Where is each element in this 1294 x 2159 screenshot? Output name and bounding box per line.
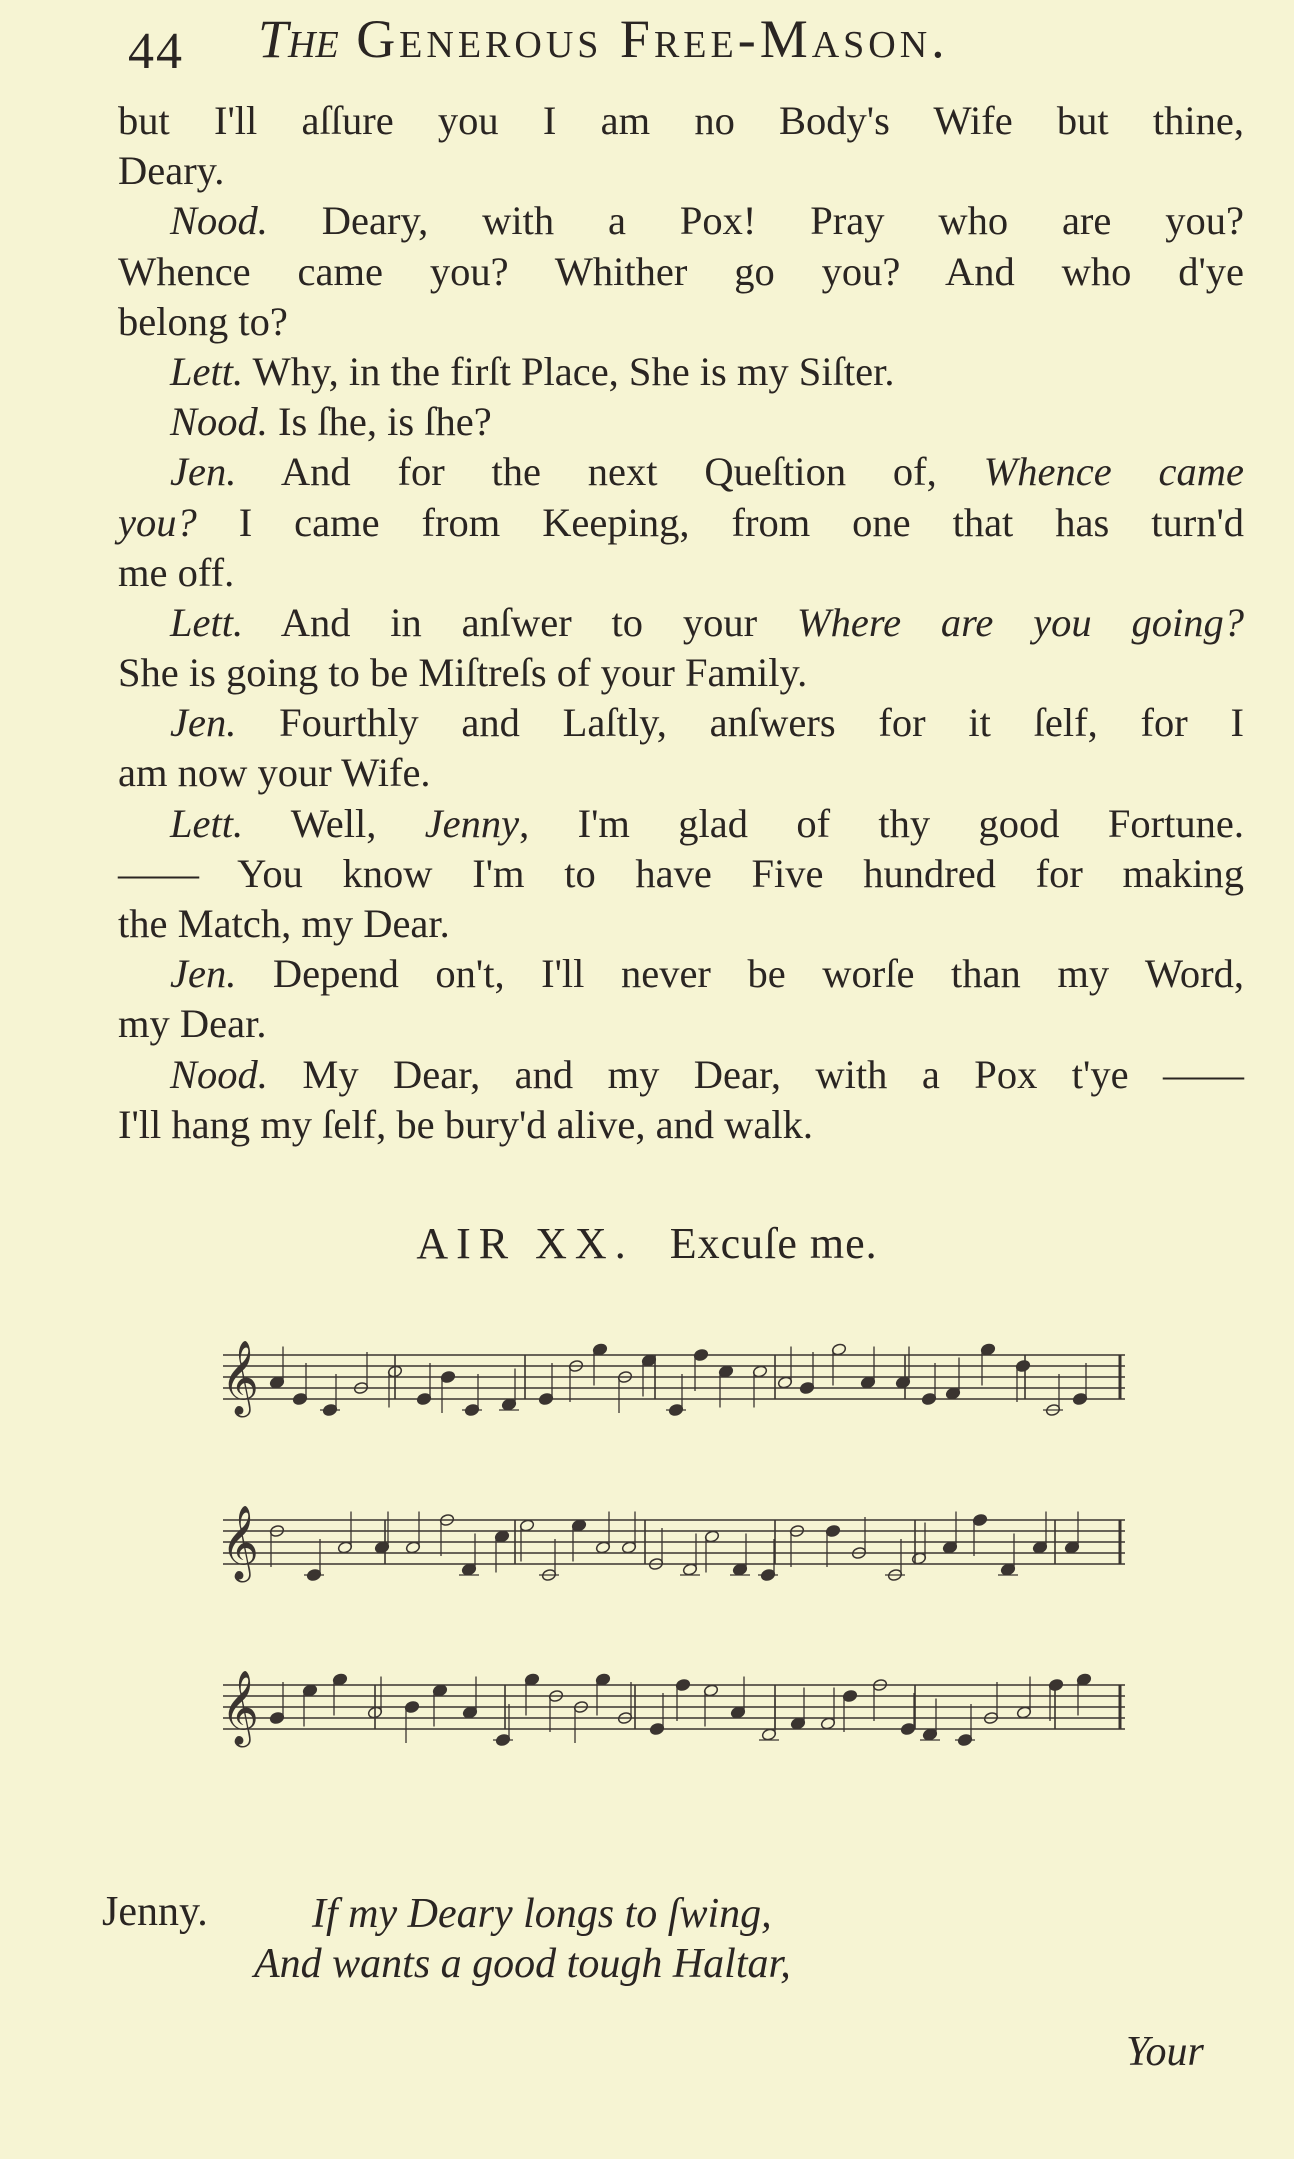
speaker-name: Nood.	[170, 1051, 268, 1097]
page-number: 44	[128, 23, 184, 80]
text-run: I'll hang my ſelf, be bury'd alive, and walk.	[118, 1101, 814, 1147]
text-run: And in anſwer to your	[243, 599, 797, 645]
text-line	[118, 1050, 1244, 1100]
running-title-main: Generous Free-Mason.	[356, 9, 949, 69]
text-run: me off.	[118, 549, 235, 595]
speaker-name: Jen.	[170, 951, 237, 997]
page-header	[128, 8, 1248, 88]
verse-speaker: Jenny.	[102, 1889, 208, 1935]
text-run: belong to?	[118, 298, 288, 344]
dialogue-text	[118, 96, 1244, 1150]
text-line	[118, 999, 1244, 1049]
text-run: Is ſhe, is ſhe?	[267, 399, 492, 445]
air-number: AIR XX.	[416, 1219, 634, 1268]
speaker-name: Lett.	[170, 348, 244, 394]
text-run: Why, in the firſt Place, She is my Siſter.	[243, 348, 895, 394]
text-line	[118, 146, 1244, 196]
text-line	[118, 96, 1244, 146]
speaker-name: Lett.	[170, 599, 244, 645]
text-line	[118, 748, 1244, 798]
text-line	[118, 548, 1244, 598]
running-title-article: The	[258, 9, 339, 69]
air-tune-name: Excuſe me.	[669, 1219, 878, 1268]
text-run: am now your Wife.	[118, 750, 431, 796]
text-line	[118, 849, 1244, 899]
text-line	[118, 598, 1244, 648]
text-line	[118, 799, 1244, 849]
text-run: Well,	[243, 800, 425, 846]
treble-clef-icon: 𝄞	[221, 1341, 259, 1415]
text-line	[118, 196, 1244, 246]
treble-clef-icon: 𝄞	[221, 1506, 259, 1580]
text-run: but I'll aſſure you I am no Body's Wife but thine,	[118, 98, 1244, 143]
text-line	[118, 1100, 1244, 1150]
running-title	[258, 8, 949, 70]
speaker-name: Jen.	[170, 700, 237, 746]
text-run: Fourthly and Laſtly, anſwers for it ſelf, for I	[236, 700, 1244, 746]
italic-phrase: you?	[118, 499, 197, 545]
text-run: —— You know I'm to have Five hundred for making	[118, 850, 1244, 896]
text-line	[118, 698, 1244, 748]
text-run: Depend on't, I'll never be worſe than my Word,	[236, 951, 1244, 997]
text-run: my Dear.	[118, 1001, 267, 1047]
text-line	[118, 648, 1244, 698]
treble-clef-icon: 𝄞	[221, 1671, 259, 1745]
air-heading	[0, 1218, 1294, 1269]
text-line	[118, 447, 1244, 497]
text-line	[118, 297, 1244, 347]
text-line	[118, 899, 1244, 949]
text-run: Whence came you? Whither go you? And who d'ye	[118, 248, 1244, 294]
italic-phrase: Whence came	[983, 449, 1244, 495]
speaker-name: Lett.	[170, 800, 244, 846]
text-line	[118, 498, 1244, 548]
text-line	[118, 397, 1244, 447]
speaker-name: Nood.	[170, 198, 268, 244]
verse-line: If my Deary longs to ſwing,	[312, 1891, 772, 1937]
speaker-name: Nood.	[170, 399, 268, 445]
text-run: Deary.	[118, 148, 225, 194]
italic-phrase: Where are you going?	[796, 599, 1244, 645]
text-run: My Dear, and my Dear, with a Pox t'ye ——	[267, 1051, 1244, 1097]
text-run: She is going to be Miſtreſs of your Family.	[118, 650, 808, 696]
speaker-name: Jen.	[170, 449, 237, 495]
text-run: the Match, my Dear.	[118, 901, 450, 946]
text-run: , I'm glad of thy good Fortune.	[519, 800, 1244, 846]
text-run: And for the next Queſtion of,	[236, 449, 984, 495]
text-line	[118, 347, 1244, 397]
text-line	[118, 949, 1244, 999]
text-run: I came from Keeping, from one that has turn'd	[196, 499, 1244, 545]
text-run: Deary, with a Pox! Pray who are you?	[267, 198, 1244, 244]
verse-line: And wants a good tough Haltar,	[254, 1941, 791, 1987]
italic-phrase: Jenny	[424, 800, 520, 846]
musical-score	[215, 1320, 1135, 1840]
catchword: Your	[1126, 2029, 1204, 2075]
text-line	[118, 247, 1244, 297]
